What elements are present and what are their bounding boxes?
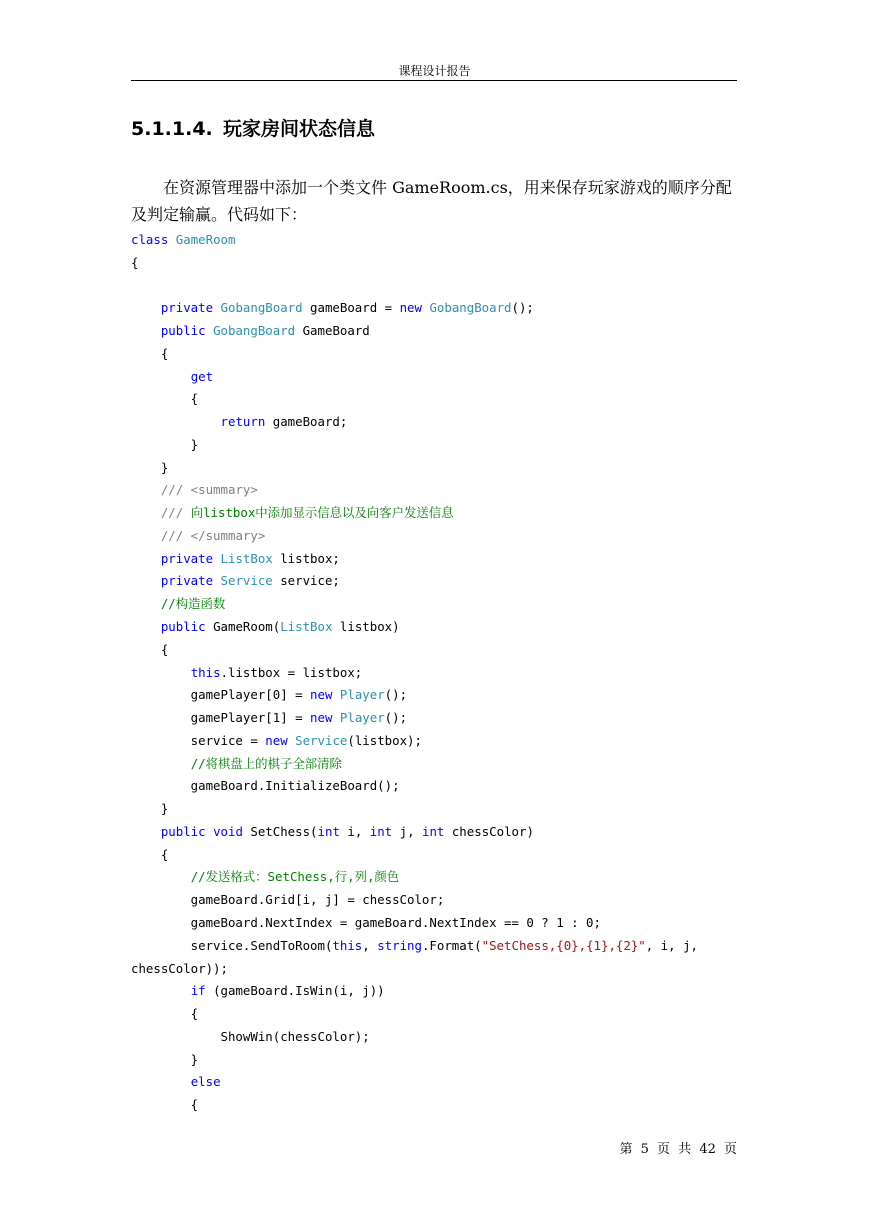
code-line	[131, 1094, 737, 1117]
code-token: public	[160, 323, 206, 339]
code-token	[168, 232, 175, 247]
code-token: ();	[511, 300, 534, 316]
code-line	[131, 570, 737, 593]
code-token: gameBoard.Grid[i, j] = chessColor;	[131, 892, 445, 908]
code-token	[131, 551, 161, 566]
section-heading	[131, 114, 375, 141]
code-token: }	[131, 436, 199, 452]
code-token: //将棋盘上的棋子全部清除	[190, 755, 342, 771]
code-line	[131, 434, 737, 457]
code-token: public	[160, 823, 206, 839]
code-token: new	[310, 687, 333, 703]
code-token: GameRoom(	[205, 619, 281, 635]
code-token	[131, 300, 161, 315]
code-line	[131, 275, 737, 298]
code-line	[131, 912, 737, 935]
code-token: GameRoom	[175, 232, 236, 247]
code-token: listbox;	[272, 550, 340, 566]
code-token: ShowWin(chessColor);	[131, 1028, 370, 1044]
code-token	[131, 573, 161, 588]
code-line	[131, 229, 737, 252]
code-block	[131, 229, 737, 1117]
code-token: GobangBoard	[429, 300, 512, 316]
code-line	[131, 775, 737, 798]
code-token	[206, 323, 213, 338]
page-number: 第 5 页 共 42 页	[619, 1142, 737, 1157]
header-title: 课程设计报告	[398, 64, 471, 78]
code-line	[131, 639, 737, 662]
code-token: new	[399, 300, 422, 316]
code-line	[131, 320, 737, 343]
code-token: gamePlayer[0] =	[131, 687, 311, 703]
code-line	[131, 343, 737, 366]
code-token: (gameBoard.IsWin(i, j))	[205, 983, 385, 999]
code-line	[131, 707, 737, 730]
code-token: "SetChess,{0},{1},{2}"	[481, 937, 646, 953]
code-token	[131, 869, 191, 884]
code-token	[131, 619, 161, 634]
code-token: GobangBoard	[220, 300, 303, 316]
code-token: service =	[131, 732, 266, 748]
code-token: .Format(	[421, 937, 482, 953]
code-token	[131, 528, 161, 543]
code-token: gameBoard =	[302, 300, 400, 316]
code-token: {	[131, 641, 169, 657]
code-token: {	[131, 345, 169, 361]
code-line	[131, 388, 737, 411]
code-token: i,	[339, 823, 370, 839]
code-line	[131, 844, 737, 867]
code-token	[131, 596, 161, 611]
code-token: new	[265, 732, 288, 748]
intro-paragraph: 在资源管理器中添加一个类文件 GameRoom.cs，用来保存玩家游戏的顺序分配及判定输赢。代码如下：	[131, 178, 732, 224]
code-token	[131, 482, 161, 497]
code-line	[131, 1026, 737, 1049]
code-token: SetChess(	[242, 823, 318, 839]
code-line	[131, 753, 737, 776]
code-token: GameBoard	[295, 323, 370, 339]
code-token: private	[160, 550, 214, 566]
code-line	[131, 889, 737, 912]
code-token: private	[160, 300, 214, 316]
code-token: string	[377, 937, 422, 953]
code-token: ();	[384, 710, 408, 726]
code-line	[131, 366, 737, 389]
code-line	[131, 525, 737, 548]
code-token: ,	[362, 937, 378, 953]
code-token	[131, 369, 191, 384]
code-token: service.SendToRoom(	[131, 937, 333, 953]
code-line	[131, 684, 737, 707]
code-token: {	[131, 391, 199, 407]
code-token: {	[131, 1097, 199, 1113]
code-line	[131, 297, 737, 320]
code-token: this	[190, 664, 221, 680]
code-token	[332, 710, 339, 725]
code-token: void	[213, 823, 243, 839]
code-token: Service	[295, 732, 348, 748]
code-token: , i, j,	[645, 937, 698, 953]
code-token	[131, 414, 221, 429]
code-token: //构造函数	[160, 596, 226, 612]
code-line	[131, 958, 737, 981]
code-token: GobangBoard	[213, 323, 296, 339]
code-token: {	[131, 846, 169, 862]
code-token: 向listbox中添加显示信息以及向客户发送信息	[190, 505, 454, 521]
code-token	[131, 824, 161, 839]
code-token: else	[190, 1074, 221, 1090]
code-line	[131, 502, 737, 525]
code-line	[131, 1003, 737, 1026]
code-line	[131, 252, 737, 275]
code-line	[131, 479, 737, 502]
code-token	[213, 573, 220, 588]
code-token: /// <summary>	[160, 482, 258, 498]
code-token	[206, 824, 213, 839]
code-token: (listbox);	[347, 732, 422, 748]
header-divider	[131, 80, 737, 81]
code-token: /// </summary>	[160, 527, 266, 543]
code-token: gamePlayer[1] =	[131, 710, 311, 726]
code-token: int	[369, 823, 393, 839]
code-token	[131, 983, 191, 998]
code-line	[131, 935, 737, 958]
code-token	[131, 756, 191, 771]
code-line	[131, 616, 737, 639]
code-token: if	[190, 983, 206, 999]
code-token: service;	[272, 573, 340, 589]
code-token: new	[310, 710, 333, 726]
code-token: }	[131, 801, 169, 817]
code-token: gameBoard;	[265, 414, 348, 430]
code-token: chessColor)	[444, 823, 534, 839]
code-token: private	[160, 573, 214, 589]
code-token: Player	[339, 687, 385, 703]
code-line	[131, 411, 737, 434]
code-token	[131, 665, 191, 680]
code-token: ListBox	[220, 550, 273, 566]
code-token: {	[131, 254, 139, 270]
code-token: }	[131, 1051, 199, 1067]
code-token: ///	[160, 505, 191, 521]
code-token	[131, 1074, 191, 1089]
code-token	[332, 687, 339, 702]
code-token: Player	[339, 710, 385, 726]
code-line	[131, 730, 737, 753]
code-line	[131, 798, 737, 821]
section-number: 5.1.1.4.	[131, 118, 213, 140]
code-line	[131, 980, 737, 1003]
code-token	[131, 323, 161, 338]
code-token: public	[160, 619, 206, 635]
code-line	[131, 593, 737, 616]
code-token: {	[131, 1006, 199, 1022]
code-token: gameBoard.InitializeBoard();	[131, 778, 400, 794]
code-token: int	[422, 823, 445, 839]
code-line	[131, 662, 737, 685]
code-line	[131, 866, 737, 889]
code-token: //发送格式：SetChess,行,列,颜色	[190, 869, 400, 885]
code-token: ();	[384, 687, 408, 703]
code-token: j,	[392, 823, 422, 839]
code-token: ListBox	[280, 619, 333, 635]
code-token	[213, 551, 220, 566]
code-token	[131, 505, 161, 520]
code-token: class	[131, 232, 169, 247]
code-line	[131, 548, 737, 571]
section-title: 玩家房间状态信息	[223, 118, 376, 140]
code-token: Service	[220, 573, 273, 589]
code-token: chessColor));	[131, 960, 228, 976]
code-token: int	[317, 823, 340, 839]
code-token: }	[131, 459, 169, 475]
code-token: .listbox = listbox;	[220, 664, 363, 680]
code-line	[131, 1071, 737, 1094]
code-token	[213, 300, 220, 315]
code-token: listbox)	[332, 619, 400, 635]
code-line	[131, 457, 737, 480]
code-token: this	[332, 937, 363, 953]
code-line	[131, 821, 737, 844]
code-token: get	[190, 368, 214, 384]
code-token: return	[220, 414, 266, 430]
code-line	[131, 1049, 737, 1072]
code-token: gameBoard.NextIndex = gameBoard.NextIndex == 0 ? 1 : 0;	[131, 914, 601, 930]
